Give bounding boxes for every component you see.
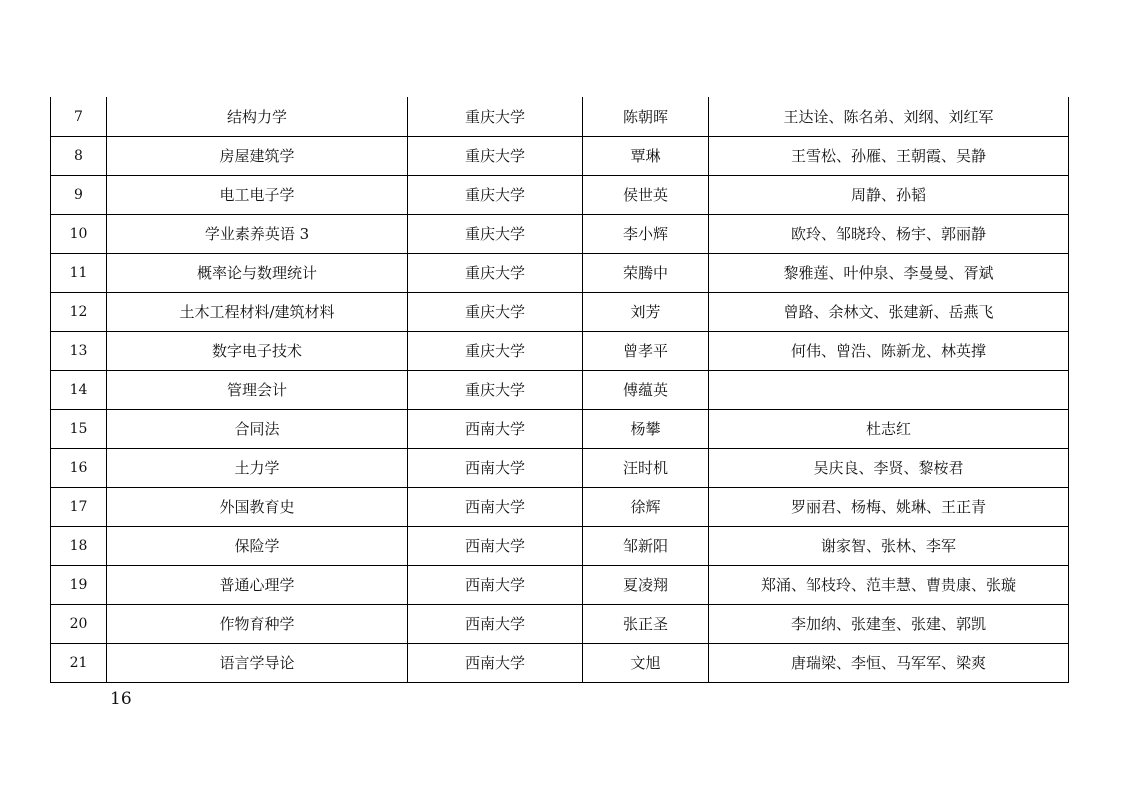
course-name-cell: 数字电子技术 <box>107 332 408 371</box>
row-number-cell: 7 <box>51 98 107 137</box>
table-row <box>51 371 1069 410</box>
course-table <box>50 97 1069 683</box>
members-cell: 罗丽君、杨梅、姚琳、王正青 <box>709 488 1069 527</box>
row-number-cell: 9 <box>51 176 107 215</box>
course-name-cell: 土力学 <box>107 449 408 488</box>
members-cell <box>709 371 1069 410</box>
members-cell: 欧玲、邹晓玲、杨宇、郭丽静 <box>709 215 1069 254</box>
school-cell: 重庆大学 <box>408 215 583 254</box>
course-name-cell: 电工电子学 <box>107 176 408 215</box>
table-row <box>51 410 1069 449</box>
course-name-cell: 管理会计 <box>107 371 408 410</box>
table-row <box>51 527 1069 566</box>
table-row <box>51 137 1069 176</box>
school-cell: 重庆大学 <box>408 332 583 371</box>
members-cell: 何伟、曾浩、陈新龙、林英撑 <box>709 332 1069 371</box>
row-number-cell: 14 <box>51 371 107 410</box>
leader-cell: 杨攀 <box>583 410 709 449</box>
members-cell: 郑涌、邹枝玲、范丰慧、曹贵康、张璇 <box>709 566 1069 605</box>
course-name-cell: 合同法 <box>107 410 408 449</box>
course-name-cell: 学业素养英语 3 <box>107 215 408 254</box>
members-cell: 黎雅莲、叶仲泉、李曼曼、胥斌 <box>709 254 1069 293</box>
school-cell: 重庆大学 <box>408 98 583 137</box>
row-number-cell: 11 <box>51 254 107 293</box>
table-row <box>51 293 1069 332</box>
row-number-cell: 17 <box>51 488 107 527</box>
row-number-cell: 15 <box>51 410 107 449</box>
leader-cell: 荣腾中 <box>583 254 709 293</box>
school-cell: 重庆大学 <box>408 371 583 410</box>
course-name-cell: 保险学 <box>107 527 408 566</box>
leader-cell: 傅蕴英 <box>583 371 709 410</box>
members-cell: 李加纳、张建奎、张建、郭凯 <box>709 605 1069 644</box>
leader-cell: 徐辉 <box>583 488 709 527</box>
leader-cell: 覃琳 <box>583 137 709 176</box>
leader-cell: 李小辉 <box>583 215 709 254</box>
course-name-cell: 作物育种学 <box>107 605 408 644</box>
table-row <box>51 605 1069 644</box>
leader-cell: 汪时机 <box>583 449 709 488</box>
members-cell: 曾路、余林文、张建新、岳燕飞 <box>709 293 1069 332</box>
leader-cell: 张正圣 <box>583 605 709 644</box>
members-cell: 杜志红 <box>709 410 1069 449</box>
row-number-cell: 10 <box>51 215 107 254</box>
course-table-body <box>51 98 1069 683</box>
table-row <box>51 644 1069 683</box>
page-number: 16 <box>110 689 132 709</box>
course-name-cell: 概率论与数理统计 <box>107 254 408 293</box>
row-number-cell: 16 <box>51 449 107 488</box>
row-number-cell: 12 <box>51 293 107 332</box>
school-cell: 重庆大学 <box>408 254 583 293</box>
school-cell: 重庆大学 <box>408 137 583 176</box>
table-row <box>51 176 1069 215</box>
school-cell: 重庆大学 <box>408 293 583 332</box>
course-name-cell: 土木工程材料/建筑材料 <box>107 293 408 332</box>
school-cell: 西南大学 <box>408 488 583 527</box>
leader-cell: 刘芳 <box>583 293 709 332</box>
members-cell: 王达诠、陈名弟、刘纲、刘红军 <box>709 98 1069 137</box>
table-row <box>51 566 1069 605</box>
row-number-cell: 13 <box>51 332 107 371</box>
school-cell: 西南大学 <box>408 566 583 605</box>
leader-cell: 文旭 <box>583 644 709 683</box>
table-row <box>51 488 1069 527</box>
course-name-cell: 外国教育史 <box>107 488 408 527</box>
leader-cell: 邹新阳 <box>583 527 709 566</box>
course-name-cell: 房屋建筑学 <box>107 137 408 176</box>
course-name-cell: 结构力学 <box>107 98 408 137</box>
course-name-cell: 普通心理学 <box>107 566 408 605</box>
row-number-cell: 19 <box>51 566 107 605</box>
course-name-cell: 语言学导论 <box>107 644 408 683</box>
table-row <box>51 449 1069 488</box>
table-row <box>51 254 1069 293</box>
table-row <box>51 215 1069 254</box>
table-row <box>51 332 1069 371</box>
row-number-cell: 20 <box>51 605 107 644</box>
school-cell: 西南大学 <box>408 527 583 566</box>
school-cell: 重庆大学 <box>408 176 583 215</box>
leader-cell: 曾孝平 <box>583 332 709 371</box>
row-number-cell: 18 <box>51 527 107 566</box>
members-cell: 周静、孙韬 <box>709 176 1069 215</box>
leader-cell: 侯世英 <box>583 176 709 215</box>
members-cell: 王雪松、孙雁、王朝霞、吴静 <box>709 137 1069 176</box>
members-cell: 唐瑞梁、李恒、马军军、梁爽 <box>709 644 1069 683</box>
leader-cell: 夏凌翔 <box>583 566 709 605</box>
row-number-cell: 8 <box>51 137 107 176</box>
school-cell: 西南大学 <box>408 410 583 449</box>
school-cell: 西南大学 <box>408 449 583 488</box>
school-cell: 西南大学 <box>408 644 583 683</box>
school-cell: 西南大学 <box>408 605 583 644</box>
leader-cell: 陈朝晖 <box>583 98 709 137</box>
row-number-cell: 21 <box>51 644 107 683</box>
members-cell: 吴庆良、李贤、黎桉君 <box>709 449 1069 488</box>
table-row <box>51 98 1069 137</box>
members-cell: 谢家智、张林、李军 <box>709 527 1069 566</box>
